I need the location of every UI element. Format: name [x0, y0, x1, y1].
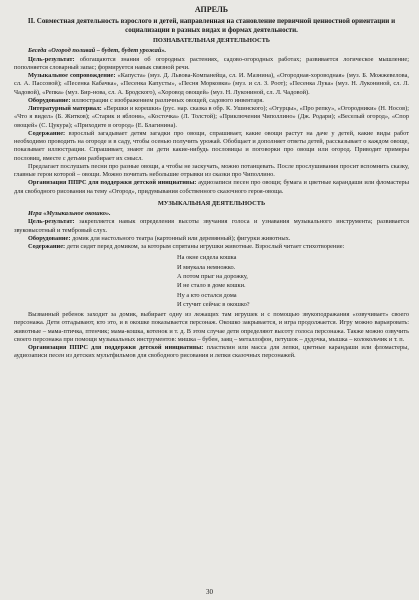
poem-line: А потом прыг на дорожку, — [177, 273, 248, 281]
content-text: взрослый загадывает детям загадки про овощи, спрашивает, какие овощи растут на даче у детей, какие виды работ необходимо проводить на огороде и в саду, чтобы осенью получить урожай. Обобщает и дополняет ответы детей, рассказывает о каждом овоще, показывает иллюстрации. Спрашивает, знают ли дети какие-нибудь пословицы и поговорки про овощи или огород. Приводит примеры пословиц, вместе с детьми разбирает их смысл. — [14, 129, 409, 162]
topic-value: «Огород поливай – будет, будет урожай». — [48, 47, 167, 55]
musical-equipment-paragraph — [14, 235, 409, 243]
content-label: Содержание: — [28, 129, 66, 137]
content-paragraph-2: Предлагает послушать песни про разные овощи, а чтобы не заскучать, можно потанцевать. После прослушивания просит вспомнить сказку, главные герои которой – овощи. Можно почитать небольшие отрывки из сказки про Чиполлино. — [14, 162, 409, 179]
topic-paragraph — [14, 47, 409, 55]
poem-line: И стучит сейчас в окошко? — [177, 300, 250, 308]
page-number: 30 — [206, 587, 213, 596]
poem-line: На окне сидела кошка — [177, 254, 237, 262]
equipment-text: иллюстрации с изображением различных овощей, садового инвентаря. — [72, 96, 264, 104]
musical-goal-label: Цель-результат: — [28, 218, 75, 226]
equipment-label: Оборудование: — [28, 96, 71, 104]
cognitive-heading: ПОЗНАВАТЕЛЬНАЯ ДЕЯТЕЛЬНОСТЬ — [153, 37, 270, 45]
goal-label: Цель-результат: — [28, 55, 75, 63]
musical-org-label: Организация ППРС для поддержки детской инициативы: — [28, 344, 204, 352]
org-label: Организация ППРС для поддержки детской инициативы: — [28, 179, 197, 187]
musical-org-text: пластилин или масса для лепки, цветные карандаши или фломастеры, аудиозаписи песен из детских мультфильмов для свободного рисования и лепки сказочных персонажей. — [14, 344, 409, 360]
game-label: Игра — [28, 210, 42, 218]
musical-content-paragraph-2: Вызванный ребенок заходит за домик, выбирает одну из лежащих там игрушек и с помощью звукоподражания «озвучивает» своего персонажа. Дети отгадывают, кто это, и в окошке показывается персонаж. Окошко закрывается, и игра продолжается. Игру можно варьировать: животные – мама-птичка, птенчик; мама-кошка, котенок и т. д. В этом случае дети определяют высоту голоса персонажа. Также можно озвучить своего персонажа при помощи музыкальных инструментов: мишка – бубен, заяц – металлофон, петушок – дудочка, мышка – колокольчик и т. п. — [14, 311, 409, 343]
goal-text: обогащаются знания об огородных растениях, садово-огородных работах; развивается логическое мышление; пополняется словарный запас; формируется навык связной речи. — [14, 55, 409, 71]
musical-equipment-text: домик для настольного театра (картонный или деревянный); фигурки животных. — [72, 234, 291, 242]
musical-org-paragraph — [14, 344, 409, 361]
musical-content-text: дети сидят перед домиком, за которым спрятаны игрушки животные. Взрослый читает стихотворение: — [66, 243, 345, 251]
literature-text: «Вершки и корешки» (рус. нар. сказка в обр. К. Ушинского); «Огурцы», «Про репку», «Огородники» (Н. Носов); «Что я видел» (Б. Житков); «Старик и яблоня», «Косточка» (Л. Толстой); «Приключения Чиполлино» (Дж. Родари); «Веселый огород», «Спор овощей» (С. Цукура); «Приходите в огород» (Е. Благинина). — [14, 105, 409, 129]
equipment-paragraph — [14, 97, 409, 105]
music-label: Музыкальное сопровождение: — [28, 72, 116, 80]
poem-line: И не стало в доме кошки. — [177, 282, 246, 290]
section-title: II. Совместная деятельность взрослого и детей, направленная на становление первичной ценностной ориентации и социализации в разных видах и формах деятельности. — [27, 17, 396, 34]
month-heading: АПРЕЛЬ — [194, 5, 229, 14]
literature-label: Литературный материал: — [28, 105, 102, 113]
musical-heading: МУЗЫКАЛЬНАЯ ДЕЯТЕЛЬНОСТЬ — [157, 199, 266, 207]
music-paragraph — [14, 72, 409, 97]
music-text: «Капуста» (муз. Д. Львова-Компанейца, сл. И. Мазнина), «Огородная-хороводная» (муз. Б. Можжевелова, сл. А. Пассовой); «Песенка Кабачка», «Песенка Капусты», «Песня Морковки» (муз. и сл. З. Роот); «Песенка Лука» (муз. Н. Лукониной, сл. Л. Чадовой), «Репка» (муз. Бир-нова, сл. А. Бродского), «Хоровод овощей» (муз. Н. Лукониной, сл. Л. Чадовой). — [14, 72, 409, 96]
musical-goal-text: закрепляется навык определения высоты звучания голоса и узнавания музыкального инструмента; развивается звуковысотный и тембровый слух. — [14, 218, 409, 234]
poem-line: И мяукала немножко. — [177, 263, 236, 271]
poem — [177, 253, 409, 309]
org-text: аудиозаписи песен про овощи; бумага и цветные карандаши или фломастеры для свободного рисования на тему «Огород», придумывания собственного сказочного героя-овоща. — [14, 179, 409, 195]
poem-line: Ну а кто остался дома — [177, 291, 237, 299]
topic-label: Беседа — [28, 47, 47, 55]
musical-content-paragraph — [14, 243, 409, 251]
content-paragraph — [14, 130, 409, 163]
musical-content-label: Содержание: — [28, 243, 66, 251]
literature-paragraph — [14, 105, 409, 130]
musical-equipment-label: Оборудование: — [28, 234, 71, 242]
org-paragraph — [14, 179, 409, 196]
game-paragraph — [14, 210, 409, 218]
goal-paragraph — [14, 56, 409, 73]
game-value: «Музыкальное окошко». — [43, 210, 111, 218]
musical-goal-paragraph — [14, 218, 409, 235]
